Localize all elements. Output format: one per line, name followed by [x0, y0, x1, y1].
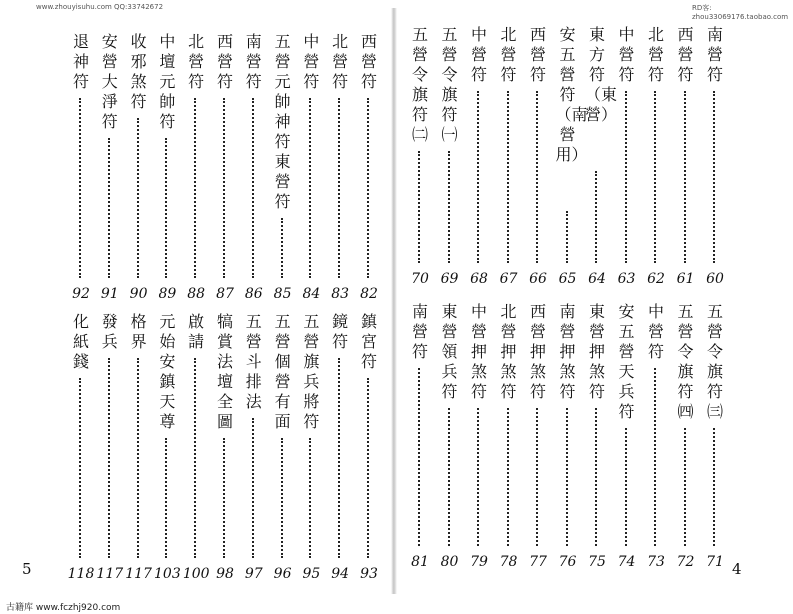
toc-entry [299, 32, 323, 302]
toc-entry-leader-dots [507, 408, 509, 546]
toc-entry-page: 71 [706, 554, 724, 570]
toc-entry-title: 北營押煞符 [500, 302, 517, 401]
toc-entry-page: 62 [647, 271, 665, 287]
toc-entry-title: 啟請 [188, 312, 205, 351]
toc-entry-page: 83 [331, 286, 350, 302]
toc-entry-title: 中營押煞符 [470, 302, 487, 401]
toc-entry-page: 95 [302, 566, 321, 582]
toc-entry-title: 西營符 [216, 32, 233, 91]
toc-entry [299, 312, 323, 582]
toc-entry-leader-dots [79, 98, 81, 278]
toc-entry-title: 安五營天兵符 [618, 302, 635, 421]
toc-entry-page: 75 [588, 554, 606, 570]
toc-entry-leader-dots [684, 91, 686, 263]
toc-entry-leader-dots [418, 368, 420, 546]
toc-entry [155, 32, 179, 302]
toc-entry-page: 94 [331, 566, 350, 582]
toc-entry-page: 69 [440, 271, 459, 287]
right-page-number: 4 [732, 560, 742, 578]
toc-entry-page: 64 [588, 271, 606, 287]
toc-entry-leader-dots [477, 91, 479, 263]
toc-entry [127, 32, 151, 302]
toc-entry [615, 25, 639, 287]
toc-entry-leader-dots [137, 118, 139, 278]
right-page-top-toc [408, 25, 733, 287]
right-page-bottom-toc [408, 302, 733, 570]
toc-entry [497, 302, 521, 570]
header-left-text: www.zhouyisuhu.com QQ:33742672 [36, 3, 164, 11]
toc-entry-title: 南營符 [411, 302, 428, 361]
toc-entry [585, 302, 609, 570]
toc-entry [69, 32, 93, 302]
toc-entry-page: 81 [411, 554, 429, 570]
toc-entry-title: 安營大淨符 [101, 32, 118, 131]
toc-entry [644, 25, 668, 287]
toc-entry-title: 五營令旗符㈣ [677, 302, 694, 421]
toc-entry-leader-dots [625, 428, 627, 546]
toc-entry-leader-dots [137, 358, 139, 558]
toc-entry-title: 五營令旗符㈡ [411, 25, 428, 144]
toc-entry-title: 五營令旗符㈢ [706, 302, 723, 421]
toc-entry-leader-dots [507, 91, 509, 263]
toc-entry-title: 化紙錢 [72, 312, 89, 371]
toc-entry-title: 元始安鎮天尊 [159, 312, 176, 431]
toc-entry-page: 92 [72, 286, 90, 302]
toc-entry [184, 32, 208, 302]
toc-entry-leader-dots [281, 438, 283, 558]
left-page-top-toc [68, 32, 387, 302]
toc-entry-leader-dots [223, 438, 225, 558]
footer-watermark: 古籍库 www.fczhj920.com [6, 603, 121, 613]
toc-entry-leader-dots [477, 408, 479, 546]
toc-entry-page: 72 [676, 554, 695, 570]
toc-entry-leader-dots [684, 428, 686, 546]
toc-entry [213, 32, 237, 302]
toc-entry [357, 32, 381, 302]
toc-entry-page: 68 [470, 271, 488, 287]
toc-entry-page: 73 [647, 554, 665, 570]
toc-entry-leader-dots [338, 358, 340, 558]
toc-entry-page: 88 [187, 286, 206, 302]
toc-entry-page: 67 [499, 271, 518, 287]
toc-entry-leader-dots [108, 358, 110, 558]
toc-entry [408, 302, 432, 570]
toc-entry-title: 五營斗排法 [245, 312, 262, 411]
toc-entry-leader-dots [595, 171, 597, 263]
toc-entry [674, 25, 698, 287]
toc-entry-title: 鎮宮符 [360, 312, 377, 371]
toc-entry-title: 中壇元帥符 [159, 32, 176, 131]
toc-entry-page: 96 [273, 566, 292, 582]
toc-entry-page: 90 [129, 286, 148, 302]
toc-entry-title: 北營符 [500, 25, 517, 84]
toc-entry [98, 32, 122, 302]
toc-entry [615, 302, 639, 570]
toc-entry-leader-dots [252, 98, 254, 278]
toc-entry-page: 77 [529, 554, 547, 570]
toc-entry [328, 32, 352, 302]
toc-entry [98, 312, 122, 582]
toc-entry-page: 63 [617, 271, 636, 287]
toc-entry-page: 98 [216, 566, 234, 582]
toc-entry-leader-dots [448, 408, 450, 546]
toc-entry-leader-dots [194, 98, 196, 278]
toc-entry-page: 70 [411, 271, 429, 287]
toc-entry [242, 32, 266, 302]
toc-entry [408, 25, 432, 287]
toc-entry [703, 25, 727, 287]
toc-entry-leader-dots [165, 438, 167, 558]
toc-entry-title: 東營領兵符 [441, 302, 458, 401]
toc-entry-page: 118 [67, 566, 95, 582]
toc-entry-leader-dots [566, 408, 568, 546]
toc-entry-title: 西營符 [360, 32, 377, 91]
toc-entry-title: 南營押煞符 [559, 302, 576, 401]
toc-entry-leader-dots [165, 138, 167, 278]
toc-entry-leader-dots [367, 378, 369, 558]
toc-entry-leader-dots [79, 378, 81, 558]
book-spine [391, 8, 397, 594]
toc-entry-page: 61 [676, 271, 695, 287]
toc-entry-title: 東營押煞符 [588, 302, 605, 401]
toc-entry-page: 85 [273, 286, 292, 302]
toc-entry-page: 91 [100, 286, 119, 302]
toc-entry-leader-dots [367, 98, 369, 278]
toc-entry-leader-dots [713, 428, 715, 546]
toc-entry-page: 76 [558, 554, 577, 570]
toc-entry-page: 117 [125, 566, 152, 582]
toc-entry [526, 25, 550, 287]
toc-entry-leader-dots [338, 98, 340, 278]
header-right-text: RD客: zhou33069176.taobao.com [692, 4, 789, 21]
toc-entry-title: 西營符 [677, 25, 694, 84]
toc-entry-page: 65 [558, 271, 577, 287]
toc-entry-leader-dots [108, 138, 110, 278]
toc-entry-title: 北營符 [188, 32, 205, 91]
toc-entry [497, 25, 521, 287]
toc-entry-leader-dots [654, 368, 656, 546]
toc-entry-page: 117 [96, 566, 124, 582]
toc-entry [184, 312, 208, 582]
toc-entry [585, 25, 618, 287]
toc-entry [127, 312, 151, 582]
toc-entry-page: 93 [360, 566, 378, 582]
toc-entry-title: 五營元帥神符東營符 [274, 32, 291, 211]
toc-entry [213, 312, 237, 582]
toc-entry-title: 南營符 [706, 25, 723, 84]
toc-entry-page: 84 [302, 286, 321, 302]
toc-entry-title: 中營符 [647, 302, 664, 361]
toc-entry-title: 五營旗兵將符 [303, 312, 320, 431]
toc-entry-page: 100 [182, 566, 210, 582]
toc-entry-title: 收邪煞符 [130, 32, 147, 111]
toc-entry-title: 犒賞法壇全圖 [216, 312, 233, 431]
toc-entry-page: 80 [440, 554, 459, 570]
toc-entry-page: 78 [499, 554, 518, 570]
toc-entry-leader-dots [713, 91, 715, 263]
toc-entry-title: 五營個營有面 [274, 312, 291, 431]
toc-entry-leader-dots [625, 91, 627, 263]
toc-entry-title: 格界 [130, 312, 147, 351]
toc-entry [467, 302, 491, 570]
toc-entry-leader-dots [223, 98, 225, 278]
toc-entry-leader-dots [252, 418, 254, 558]
toc-entry-page: 82 [360, 286, 378, 302]
toc-entry [242, 312, 266, 582]
toc-entry-leader-dots [194, 358, 196, 558]
toc-entry-page: 89 [158, 286, 177, 302]
toc-entry [438, 302, 462, 570]
toc-entry-page: 97 [244, 566, 263, 582]
toc-entry-leader-dots [281, 218, 283, 278]
left-page-bottom-toc [68, 312, 387, 582]
toc-entry-title: 中營符 [470, 25, 487, 84]
toc-entry-title: 北營符 [647, 25, 664, 84]
toc-entry-page: 74 [617, 554, 636, 570]
toc-entry-title: 安五營符（南營用） [555, 25, 588, 164]
toc-entry-title: 中營符 [618, 25, 635, 84]
toc-entry [438, 25, 462, 287]
toc-entry-title: 中營符 [303, 32, 320, 91]
toc-entry-title: 南營符 [245, 32, 262, 91]
toc-entry-page: 60 [706, 271, 724, 287]
toc-entry-leader-dots [448, 151, 450, 263]
toc-entry [155, 312, 179, 582]
toc-entry-page: 87 [216, 286, 234, 302]
toc-entry-title: 鏡符 [332, 312, 349, 351]
toc-entry-page: 79 [470, 554, 488, 570]
toc-entry [703, 302, 727, 570]
toc-entry-leader-dots [595, 408, 597, 546]
toc-entry-title: 北營符 [332, 32, 349, 91]
toc-entry [644, 302, 668, 570]
toc-entry [69, 312, 93, 582]
toc-entry [526, 302, 550, 570]
toc-entry [328, 312, 352, 582]
toc-entry [271, 312, 295, 582]
toc-entry-title: 西營符 [529, 25, 546, 84]
toc-entry-leader-dots [536, 91, 538, 263]
toc-entry-title: 五營令旗符㈠ [441, 25, 458, 144]
toc-entry [271, 32, 295, 302]
toc-entry-leader-dots [418, 151, 420, 263]
left-page-number: 5 [22, 560, 32, 578]
toc-entry-page: 66 [529, 271, 547, 287]
toc-entry-page: 103 [154, 566, 181, 582]
toc-entry-title: 西營押煞符 [529, 302, 546, 401]
toc-entry-leader-dots [566, 211, 568, 263]
toc-entry-title: 退神符 [72, 32, 89, 91]
toc-entry-page: 86 [244, 286, 263, 302]
toc-entry-title: 發兵 [101, 312, 118, 351]
toc-entry [555, 25, 588, 287]
toc-entry [556, 302, 580, 570]
toc-entry [467, 25, 491, 287]
toc-entry-leader-dots [309, 98, 311, 278]
toc-entry-leader-dots [309, 438, 311, 558]
toc-entry-leader-dots [654, 91, 656, 263]
toc-entry-leader-dots [536, 408, 538, 546]
toc-entry-title: 東方符（東營） [585, 25, 618, 124]
toc-entry [674, 302, 698, 570]
toc-entry [357, 312, 381, 582]
